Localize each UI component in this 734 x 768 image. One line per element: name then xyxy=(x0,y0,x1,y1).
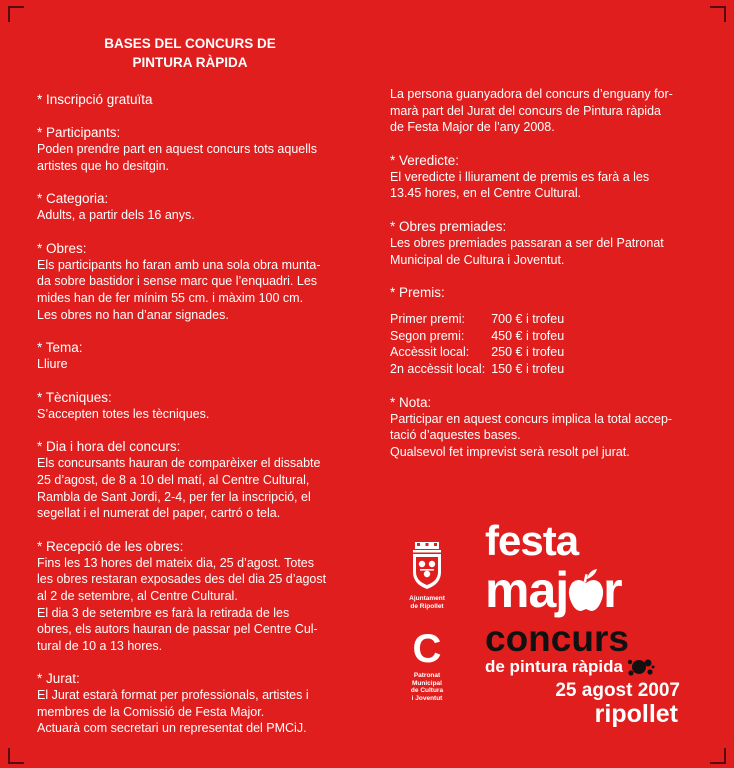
ripollet-coat-of-arms-icon xyxy=(407,542,447,590)
prize-label: 2n accèssit local: xyxy=(390,361,486,376)
section-body xyxy=(37,406,343,423)
brand-subtitle: de pintura ràpida xyxy=(485,657,623,676)
prizes-heading: * Premis: xyxy=(390,285,445,301)
prize-row xyxy=(390,361,564,378)
crop-mark-bottom-left xyxy=(8,748,24,764)
section-line: Municipal de Cultura i Joventut. xyxy=(390,252,565,267)
section xyxy=(37,339,343,373)
section-heading: * Participants: xyxy=(37,125,121,140)
section xyxy=(37,670,343,737)
title-line-2: PINTURA RÀPIDA xyxy=(132,55,248,70)
section-line: mides han de fer mínim 55 cm. i màxim 100 cm. xyxy=(37,290,304,305)
section-body xyxy=(37,257,343,323)
paint-splash-icon xyxy=(625,656,655,678)
section-line: les obres restaran exposades des del dia 25 d’agost xyxy=(37,572,327,587)
section-line: obres, els autors hauran de passar pel Centre Cul- xyxy=(37,622,318,637)
section-heading: * Jurat: xyxy=(37,671,80,687)
prize-label: Accèssit local: xyxy=(390,345,470,360)
section-heading: * Recepció de les obres: xyxy=(37,538,184,554)
patronat-logo xyxy=(396,627,458,702)
patronat-line-4: i Joventut xyxy=(411,694,443,702)
intro-paragraph xyxy=(390,86,696,136)
section-line: tural de 10 a 13 hores. xyxy=(37,638,163,653)
brand-place: ripollet xyxy=(594,700,678,728)
section-heading: * Categoria: xyxy=(37,191,109,207)
ajuntament-line-2: de Ripollet xyxy=(410,602,444,610)
prize-row xyxy=(390,344,564,361)
section-body xyxy=(37,356,343,373)
prize-amount: 250 € i trofeu xyxy=(491,345,565,360)
section-line: Les obres no han d’anar signades. xyxy=(37,307,229,322)
right-column xyxy=(390,86,696,476)
intro-line: de Festa Major de l’any 2008. xyxy=(390,120,555,135)
section-line: Els participants ho faran amb una sola obra munta- xyxy=(37,257,321,272)
prize-row xyxy=(390,311,564,328)
section xyxy=(37,190,343,224)
section-heading: * Tècniques: xyxy=(37,389,112,405)
section-heading: * Dia i hora del concurs: xyxy=(37,439,181,455)
patronat-line-2: Municipal xyxy=(412,679,442,687)
section xyxy=(37,438,343,521)
brand-concurs: concurs xyxy=(485,618,629,659)
section-line: Fins les 13 hores del mateix dia, 25 d’agost. Totes xyxy=(37,555,315,570)
sponsor-logos xyxy=(396,542,458,702)
section-body xyxy=(37,687,343,737)
left-column xyxy=(37,34,343,753)
prize-amount: 150 € i trofeu xyxy=(491,361,565,376)
section xyxy=(37,91,343,108)
nota-line: Participar en aquest concurs implica la total accep- xyxy=(390,411,673,426)
nota-heading: * Nota: xyxy=(390,394,432,410)
section-body xyxy=(37,555,343,655)
prize-amount: 450 € i trofeu xyxy=(491,328,565,343)
right-sections xyxy=(390,152,696,268)
section xyxy=(37,240,343,323)
nota-body xyxy=(390,411,696,461)
brand-major-end: r xyxy=(603,562,622,618)
section-line: al 2 de setembre, al Centre Cultural. xyxy=(37,588,238,603)
ajuntament-logo xyxy=(396,542,458,610)
patronat-line-3: de Cultura xyxy=(410,687,444,694)
section xyxy=(390,218,696,268)
section-line: El veredicte i lliurament de premis es farà a les xyxy=(390,169,650,184)
section-line: Adults, a partir dels 16 anys. xyxy=(37,208,195,223)
prizes-table xyxy=(390,311,564,377)
section-body xyxy=(37,455,343,521)
section-body xyxy=(37,141,343,174)
section-heading: * Obres premiades: xyxy=(390,218,507,234)
prize-amount: 700 € i trofeu xyxy=(491,312,565,327)
section-line: 13.45 hores, en el Centre Cultural. xyxy=(390,186,582,201)
section-line: Les obres premiades passaran a ser del Patronat xyxy=(390,235,664,250)
patronat-label xyxy=(396,672,458,702)
section-line: S’accepten totes les tècniques. xyxy=(37,406,210,421)
apple-icon xyxy=(568,568,604,612)
prize-label: Primer premi: xyxy=(390,312,466,327)
title-line-1: BASES DEL CONCURS DE xyxy=(104,36,276,51)
left-sections xyxy=(37,91,343,737)
brand-festa: festa xyxy=(485,517,579,564)
crop-mark-top-right xyxy=(710,6,726,22)
section xyxy=(37,389,343,423)
intro-line: marà part del Jurat del concurs de Pintura ràpida xyxy=(390,103,661,118)
brand-subtitle-row xyxy=(485,656,700,678)
brand-date: 25 agost 2007 xyxy=(555,680,680,701)
section-line: da sobre bastidor i sense marc que l’enquadri. Les xyxy=(37,274,318,289)
ajuntament-label xyxy=(396,595,458,610)
section-line: Poden prendre part en aquest concurs tots aquells xyxy=(37,142,318,156)
section-body xyxy=(390,235,696,268)
section xyxy=(37,124,343,174)
section-line: Rambla de Sant Jordi, 2-4, per fer la inscripció, el xyxy=(37,489,311,504)
brand-major-start: maj xyxy=(485,562,569,618)
crop-mark-top-left xyxy=(8,6,24,22)
nota-section xyxy=(390,394,696,461)
patronat-line-1: Patronat xyxy=(413,672,441,679)
nota-line: tació d’aquestes bases. xyxy=(390,428,521,443)
section-line: artistes que ho desitgin. xyxy=(37,158,170,173)
section-heading: * Veredicte: xyxy=(390,152,460,168)
festa-major-brand xyxy=(485,517,700,728)
ajuntament-line-1: Ajuntament xyxy=(409,595,445,602)
section-body xyxy=(390,169,696,202)
intro-line: La persona guanyadora del concurs d’enguany for- xyxy=(390,87,673,101)
section-line: membres de la Comissió de Festa Major. xyxy=(37,704,265,719)
section-line: segellat i el numerat del paper, cartró o tela. xyxy=(37,506,281,521)
prize-row xyxy=(390,328,564,345)
brand-major xyxy=(485,562,700,618)
section xyxy=(37,538,343,655)
section-heading: * Obres: xyxy=(37,240,87,256)
nota-line: Qualsevol fet imprevist serà resolt pel jurat. xyxy=(390,444,630,459)
prizes-section xyxy=(390,284,696,377)
section-line: Lliure xyxy=(37,357,68,372)
section-body xyxy=(37,207,343,224)
section xyxy=(390,152,696,202)
document-title xyxy=(37,34,343,72)
prize-label: Segon premi: xyxy=(390,328,465,343)
patronat-c-icon: C xyxy=(412,627,442,671)
section-line: 25 d’agost, de 8 a 10 del matí, al Centre Cultural, xyxy=(37,472,310,487)
section-line: Els concursants hauran de comparèixer el dissabte xyxy=(37,456,321,471)
section-line: El Jurat estarà format per professionals, artistes i xyxy=(37,688,309,703)
section-line: Actuarà com secretari un representat del PMCiJ. xyxy=(37,721,307,736)
crop-mark-bottom-right xyxy=(710,748,726,764)
section-heading: * Tema: xyxy=(37,340,83,356)
section-heading: * Inscripció gratuïta xyxy=(37,92,153,107)
section-line: El dia 3 de setembre es farà la retirada de les xyxy=(37,605,290,620)
